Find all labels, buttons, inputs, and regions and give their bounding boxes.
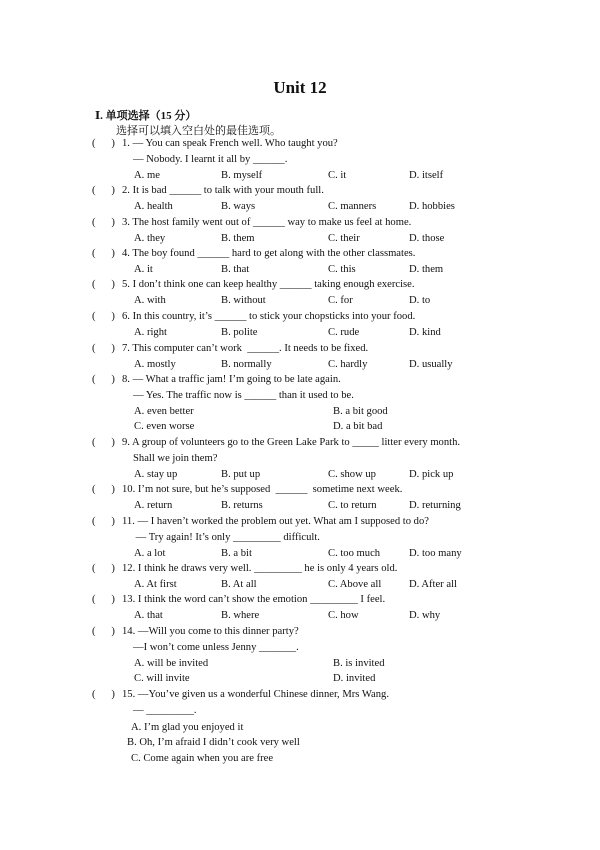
section-instruction: 选择可以填入空白处的最佳选项。 [116, 125, 281, 137]
option-a: A. that [134, 609, 163, 621]
question-stem-continued: —I won’t come unless Jenny _______. [133, 641, 299, 653]
option-b: B. that [221, 263, 250, 275]
option-a: A. health [134, 200, 173, 212]
option-c: C. how [328, 609, 359, 621]
option-b: B. a bit good [333, 405, 388, 417]
question-stem: 12. I think he draws very well. _________ he is only 4 years old. [122, 563, 398, 574]
option-b: B. Oh, I’m afraid I didn’t cook very well [127, 737, 300, 749]
question-stem: 3. The host family went out of ______ way to make us feel at home. [122, 217, 412, 228]
option-b: B. is invited [333, 657, 385, 669]
option-c: C. this [328, 263, 356, 275]
option-c: C. to return [328, 499, 377, 511]
option-a: A. a lot [134, 547, 166, 559]
answer-bracket[interactable]: ( ) [92, 185, 115, 196]
option-d: D. kind [409, 326, 441, 338]
option-c: C. rude [328, 326, 360, 338]
question-stem-continued: Shall we join them? [133, 452, 218, 464]
question-stem-continued: — Try again! It’s only _________ difficult. [133, 531, 320, 543]
answer-bracket[interactable]: ( ) [92, 138, 115, 149]
answer-bracket[interactable]: ( ) [92, 343, 115, 354]
option-d: D. why [409, 609, 441, 621]
option-d: D. hobbies [409, 200, 455, 212]
answer-bracket[interactable]: ( ) [92, 248, 115, 259]
option-b: B. them [221, 232, 255, 244]
option-b: B. where [221, 609, 260, 621]
option-b: B. returns [221, 499, 263, 511]
option-d: D. itself [409, 169, 444, 181]
option-c: C. show up [328, 468, 376, 480]
option-b: B. without [221, 294, 266, 306]
question-stem: 15. —You’ve given us a wonderful Chinese dinner, Mrs Wang. [122, 689, 389, 700]
option-c: C. too much [328, 547, 381, 559]
option-d: D. returning [409, 499, 461, 511]
option-c: C. it [328, 169, 347, 181]
section-heading: Ⅰ. 单项选择（15 分） [95, 110, 197, 122]
answer-bracket[interactable]: ( ) [92, 594, 115, 605]
option-d: D. After all [409, 578, 457, 590]
option-a: A. even better [134, 405, 194, 417]
option-c: C. for [328, 294, 353, 306]
answer-bracket[interactable]: ( ) [92, 311, 115, 322]
answer-bracket[interactable]: ( ) [92, 437, 115, 448]
question-stem: 13. I think the word can’t show the emotion _________ I feel. [122, 594, 386, 605]
answer-bracket[interactable]: ( ) [92, 563, 115, 574]
question-stem: 7. This computer can’t work ______. It needs to be fixed. [122, 343, 369, 354]
question-stem-continued: — _________. [133, 704, 197, 716]
option-a: A. return [134, 499, 173, 511]
option-b: B. a bit [221, 547, 252, 559]
option-a: A. right [134, 326, 167, 338]
option-a: A. I’m glad you enjoyed it [131, 721, 244, 733]
question-stem: 5. I don’t think one can keep healthy ______ taking enough exercise. [122, 279, 415, 290]
question-stem: 8. — What a traffic jam! I’m going to be late again. [122, 374, 341, 385]
option-d: D. those [409, 232, 445, 244]
option-a: A. stay up [134, 468, 178, 480]
option-b: B. myself [221, 169, 263, 181]
option-d: D. to [409, 294, 431, 306]
option-c: C. will invite [134, 673, 190, 685]
answer-bracket[interactable]: ( ) [92, 217, 115, 228]
option-c: C. Come again when you are free [131, 753, 274, 765]
answer-bracket[interactable]: ( ) [92, 689, 115, 700]
page-title: Unit 12 [273, 78, 327, 97]
option-c: C. Above all [328, 578, 382, 590]
option-c: C. even worse [134, 421, 195, 433]
question-stem: 11. — I haven’t worked the problem out yet. What am I supposed to do? [122, 516, 429, 527]
option-c: C. their [328, 232, 360, 244]
answer-bracket[interactable]: ( ) [92, 484, 115, 495]
option-a: A. mostly [134, 358, 176, 370]
option-a: A. it [134, 263, 153, 275]
question-stem: 1. — You can speak French well. Who taught you? [122, 138, 338, 149]
option-a: A. with [134, 294, 166, 306]
answer-bracket[interactable]: ( ) [92, 279, 115, 290]
option-d: D. invited [333, 673, 376, 685]
option-d: D. them [409, 263, 444, 275]
question-stem: 14. —Will you come to this dinner party? [122, 626, 299, 637]
option-b: B. polite [221, 326, 258, 338]
option-a: A. me [134, 169, 160, 181]
question-stem: 2. It is bad ______ to talk with your mouth full. [122, 185, 324, 196]
question-stem: 9. A group of volunteers go to the Green Lake Park to _____ litter every month. [122, 437, 461, 448]
answer-bracket[interactable]: ( ) [92, 516, 115, 527]
question-stem-continued: — Nobody. I learnt it all by ______. [133, 153, 288, 165]
option-d: D. too many [409, 547, 462, 559]
question-stem-continued: — Yes. The traffic now is ______ than it used to be. [133, 389, 354, 401]
option-d: D. a bit bad [333, 421, 383, 433]
option-a: A. will be invited [134, 657, 209, 669]
option-c: C. hardly [328, 358, 368, 370]
option-a: A. they [134, 232, 166, 244]
option-b: B. ways [221, 200, 256, 212]
option-b: B. normally [221, 358, 272, 370]
option-d: D. usually [409, 358, 453, 370]
question-stem: 4. The boy found ______ hard to get along with the other classmates. [122, 248, 416, 259]
option-d: D. pick up [409, 468, 454, 480]
answer-bracket[interactable]: ( ) [92, 626, 115, 637]
answer-bracket[interactable]: ( ) [92, 374, 115, 385]
option-c: C. manners [328, 200, 377, 212]
option-b: B. At all [221, 578, 257, 590]
option-b: B. put up [221, 468, 261, 480]
question-stem: 6. In this country, it’s ______ to stick your chopsticks into your food. [122, 311, 416, 322]
option-a: A. At first [134, 578, 177, 590]
question-stem: 10. I’m not sure, but he’s supposed ______ sometime next week. [122, 484, 403, 495]
